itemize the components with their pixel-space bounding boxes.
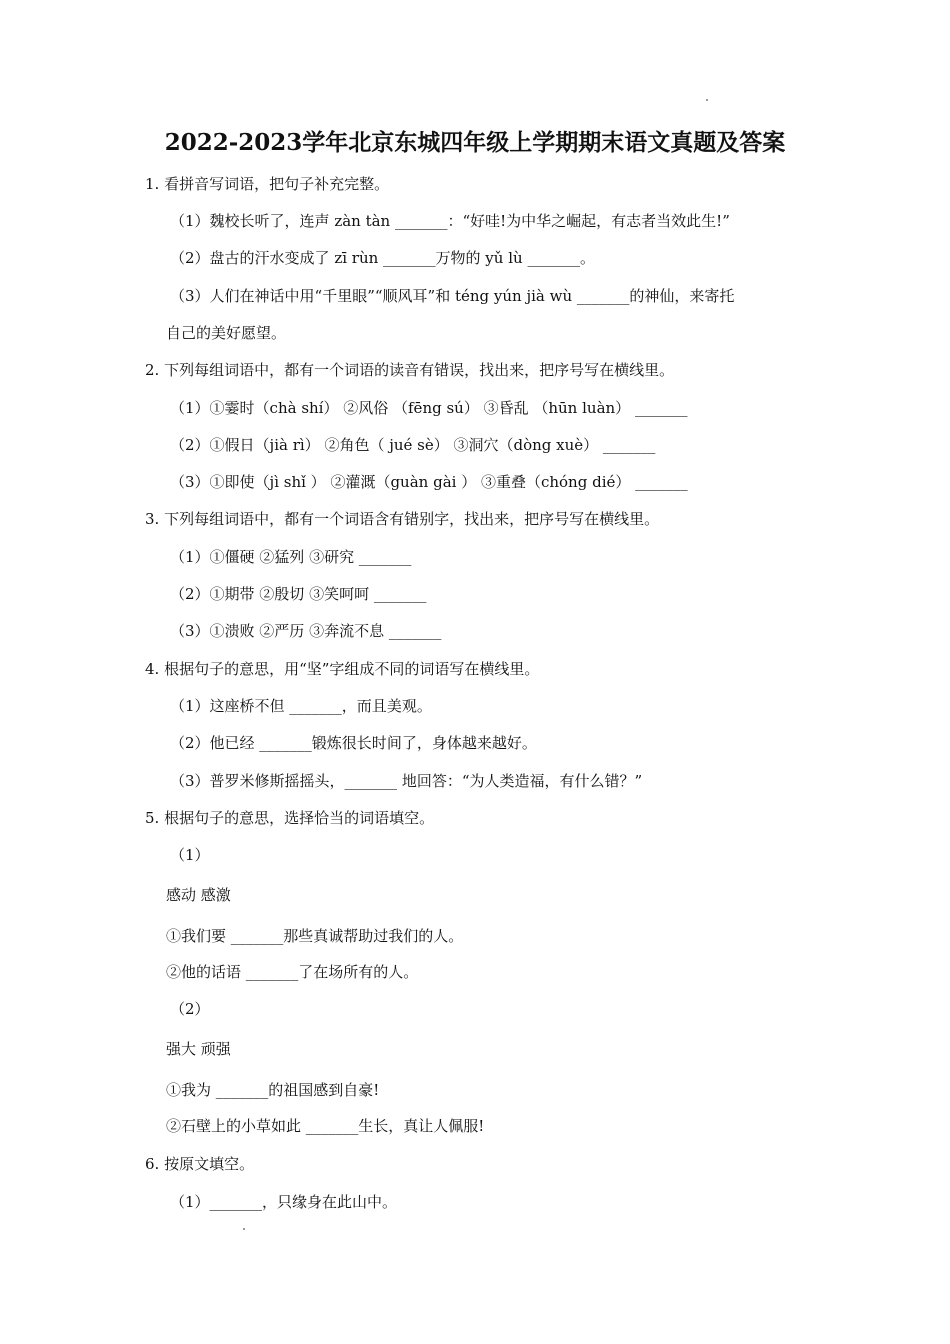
question-1-item-3-continued: 自己的美好愿望。 — [166, 324, 287, 342]
document-title: 2022-2023学年北京东城四年级上学期期末语文真题及答案 — [164, 129, 786, 156]
question-5-prompt: 5. 根据句子的意思，选择恰当的词语填空。 — [145, 809, 435, 827]
question-3-item-1: （1）①僵硬 ②猛列 ③研究 _______ — [170, 548, 412, 566]
question-3-item-3: （3）①溃败 ②严历 ③奔流不息 _______ — [170, 622, 442, 640]
question-5-part-2-word-choices: 强大 顽强 — [166, 1040, 231, 1058]
question-1-item-3: （3）人们在神话中用“千里眼”“顺风耳”和 téng yún jià wù _______的神仙，来寄托 — [170, 287, 735, 305]
question-4-item-3: （3）普罗米修斯摇摇头，_______ 地回答：“为人类造福，有什么错？” — [170, 772, 643, 790]
question-6-prompt: 6. 按原文填空。 — [145, 1155, 255, 1173]
question-1-item-1: （1）魏校长听了，连声 zàn tàn _______：“好哇!为中华之崛起，有志者当效此生!” — [170, 212, 730, 230]
question-5-part-1-sentence-2: ②他的话语 _______了在场所有的人。 — [166, 963, 419, 981]
question-5-part-2-sentence-2: ②石壁上的小草如此 _______生长，真让人佩服! — [166, 1117, 485, 1135]
scan-dot — [706, 99, 708, 101]
question-4-item-2: （2）他已经 _______锻炼很长时间了，身体越来越好。 — [170, 734, 537, 752]
question-6-item-1: （1）_______，只缘身在此山中。 — [170, 1193, 398, 1211]
question-5-part-1-label: （1） — [170, 846, 210, 864]
question-5-part-2-label: （2） — [170, 1000, 210, 1018]
question-2-item-1: （1）①霎时（chà shí） ②风俗 （fēng sú） ③昏乱 （hūn luàn） _______ — [170, 399, 688, 417]
question-3-prompt: 3. 下列每组词语中，都有一个词语含有错别字，找出来，把序号写在横线里。 — [145, 510, 660, 528]
question-2-prompt: 2. 下列每组词语中，都有一个词语的读音有错误，找出来，把序号写在横线里。 — [145, 361, 675, 379]
question-1-prompt: 1. 看拼音写词语，把句子补充完整。 — [145, 175, 390, 193]
question-5-part-1-word-choices: 感动 感激 — [166, 886, 231, 904]
question-5-part-1-sentence-1: ①我们要 _______那些真诚帮助过我们的人。 — [166, 927, 464, 945]
question-2-item-3: （3）①即使（jì shǐ ） ②灌溉（guàn gài ） ③重叠（chóng dié） _______ — [170, 473, 688, 491]
question-4-item-1: （1）这座桥不但 _______，而且美观。 — [170, 697, 432, 715]
question-1-item-2: （2）盘古的汗水变成了 zī rùn _______万物的 yǔ lù _______。 — [170, 249, 595, 267]
scan-dot — [243, 1228, 245, 1230]
question-3-item-2: （2）①期带 ②殷切 ③笑呵呵 _______ — [170, 585, 427, 603]
question-2-item-2: （2）①假日（jià rì） ②角色（ jué sè） ③洞穴（dòng xuè） _______ — [170, 436, 656, 454]
question-4-prompt: 4. 根据句子的意思，用“坚”字组成不同的词语写在横线里。 — [145, 660, 540, 678]
question-5-part-2-sentence-1: ①我为 _______的祖国感到自豪! — [166, 1081, 380, 1099]
